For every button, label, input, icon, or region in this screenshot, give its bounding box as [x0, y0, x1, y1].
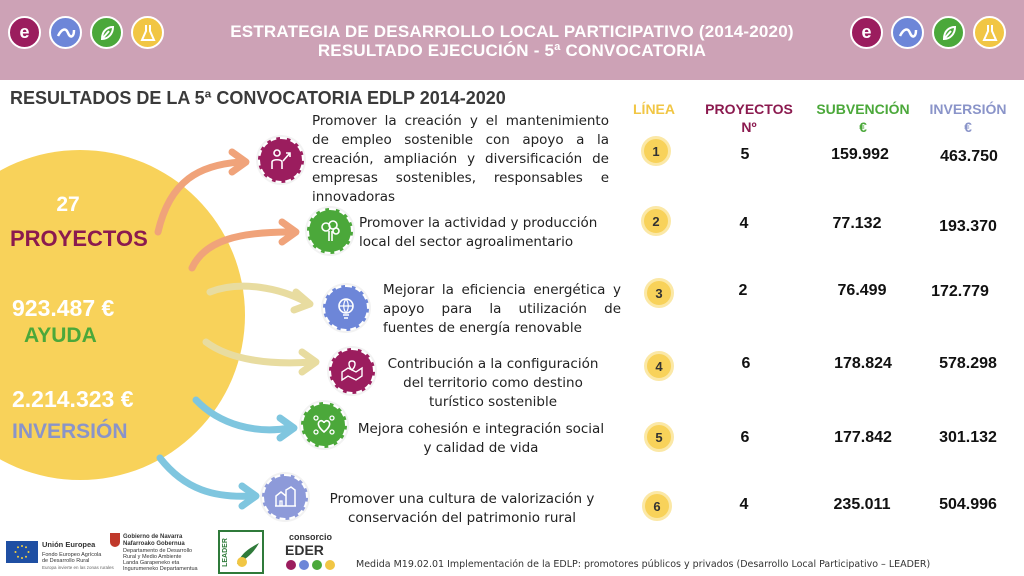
aid-amount: 923.487 € [12, 295, 115, 321]
line-3-investment: 172.779 [931, 283, 989, 300]
aid-label: AYUDA [24, 324, 97, 347]
arrow-line-4 [206, 342, 312, 363]
leader-bird-icon [232, 538, 262, 570]
line-1-projects: 5 [740, 146, 750, 163]
heritage-building-icon [262, 474, 308, 520]
navarra-line5: Landa Garapeneko eta [123, 560, 180, 566]
eu-fund-line2: de Desarrollo Rural [42, 558, 90, 564]
community-heart-icon [301, 402, 347, 448]
line-3-subsidy: 76.499 [837, 282, 887, 299]
eder-mini-leaf-icon [312, 560, 322, 570]
eder-e-logo-icon: e [8, 16, 41, 49]
person-growth-icon [258, 137, 304, 183]
column-header-subsidy: SUBVENCIÓN € [816, 101, 910, 135]
line-1-subsidy: 159.992 [831, 146, 889, 163]
leader-logo [218, 530, 264, 574]
line-3-badge: 3 [644, 278, 674, 308]
column-header-projects: PROYECTOS Nº [705, 101, 793, 135]
navarra-shield-icon [110, 533, 120, 547]
investment-amount: 2.214.323 € [12, 386, 134, 412]
projects-label: PROYECTOS [10, 226, 148, 251]
header-title-line1: ESTRATEGIA DE DESARROLLO LOCAL PARTICIPATIVO (2014-2020) [230, 22, 794, 41]
line-4-subsidy: 178.824 [834, 355, 892, 372]
section-title: RESULTADOS DE LA 5ª CONVOCATORIA EDLP 2014-2020 [10, 88, 506, 108]
line-2-investment: 193.370 [939, 218, 997, 235]
navarra-line6: Ingurumeneko Departamentua [123, 566, 198, 572]
investment-label: INVERSIÓN [12, 420, 128, 443]
line-5-subsidy: 177.842 [834, 429, 892, 446]
footer-note: Medida M19.02.01 Implementación de la EDLP: promotores públicos y privados (Desarrollo Local Participativo – LEADER) [356, 559, 931, 570]
line-3-projects: 2 [738, 282, 748, 299]
line-4-description: Contribución a la configuración del territorio como destino turístico sostenible [387, 356, 599, 410]
line-1-badge: 1 [641, 136, 671, 166]
eu-motto: Europa invierte en las zonas rurales [42, 565, 114, 570]
eder-mini-wave-icon [299, 560, 309, 570]
line-2-badge: 2 [641, 206, 671, 236]
column-header-line: LÍNEA [633, 101, 675, 117]
eu-flag-icon [6, 541, 38, 563]
consorcio-label: consorcio [289, 532, 333, 542]
projects-count: 27 [56, 193, 80, 216]
line-6-investment: 504.996 [939, 496, 997, 513]
line-5-investment: 301.132 [939, 429, 997, 446]
eder-mini-flask-icon [325, 560, 335, 570]
eder-label: EDER [285, 542, 324, 558]
header-title-line2: RESULTADO EJECUCIÓN - 5ª CONVOCATORIA [317, 41, 707, 60]
line-5-description: Mejora cohesión e integración social y calidad de vida [357, 421, 605, 456]
line-6-description: Promover una cultura de valorización y conservación del patrimonio rural [329, 491, 595, 526]
line-4-badge: 4 [644, 351, 674, 381]
line-6-projects: 4 [739, 496, 749, 513]
line-4-projects: 6 [741, 355, 751, 372]
line-3-description: Mejorar la eficiencia energética y apoyo para la utilización de fuentes de energía renovable [383, 282, 621, 336]
eder-e-logo-icon: e [850, 16, 883, 49]
line-6-subsidy: 235.011 [833, 496, 891, 513]
line-5-projects: 6 [740, 429, 750, 446]
line-1-description: Promover la creación y el mantenimiento de empleo sostenible con apoyo a la creación, ampliación y diversificación de empresas sostenibles, responsables e innovadoras [312, 113, 609, 205]
line-2-description: Promover la actividad y producción local del sector agroalimentario [359, 215, 598, 250]
eu-title: Unión Europea [42, 540, 96, 549]
line-2-projects: 4 [739, 215, 749, 232]
line-6-badge: 6 [642, 491, 672, 521]
line-4-investment: 578.298 [939, 355, 997, 372]
navarra-line4: Rural y Medio Ambiente [123, 554, 182, 560]
lightbulb-globe-icon [323, 285, 369, 331]
eder-mini-logos [286, 560, 335, 570]
arrow-line-5 [196, 400, 290, 430]
navarra-line3: Departamento de Desarrollo [123, 548, 193, 554]
eu-fund-line1: Fondo Europeo Agrícola [42, 552, 102, 558]
broccoli-icon [307, 208, 353, 254]
arrow-line-3 [210, 286, 306, 302]
line-5-badge: 5 [644, 422, 674, 452]
navarra-line2: Nafarroako Gobernua [123, 541, 185, 547]
arrow-line-1 [158, 162, 240, 232]
column-header-investment: INVERSIÓN € [929, 101, 1007, 135]
map-pin-icon [329, 348, 375, 394]
arrow-line-2 [192, 232, 290, 268]
line-2-subsidy: 77.132 [832, 215, 882, 232]
arrow-line-6 [160, 458, 252, 496]
leader-label: LEADER [221, 538, 229, 567]
eder-mini-e-icon [286, 560, 296, 570]
navarra-line1: Gobierno de Navarra [123, 534, 183, 540]
line-1-investment: 463.750 [940, 148, 998, 165]
